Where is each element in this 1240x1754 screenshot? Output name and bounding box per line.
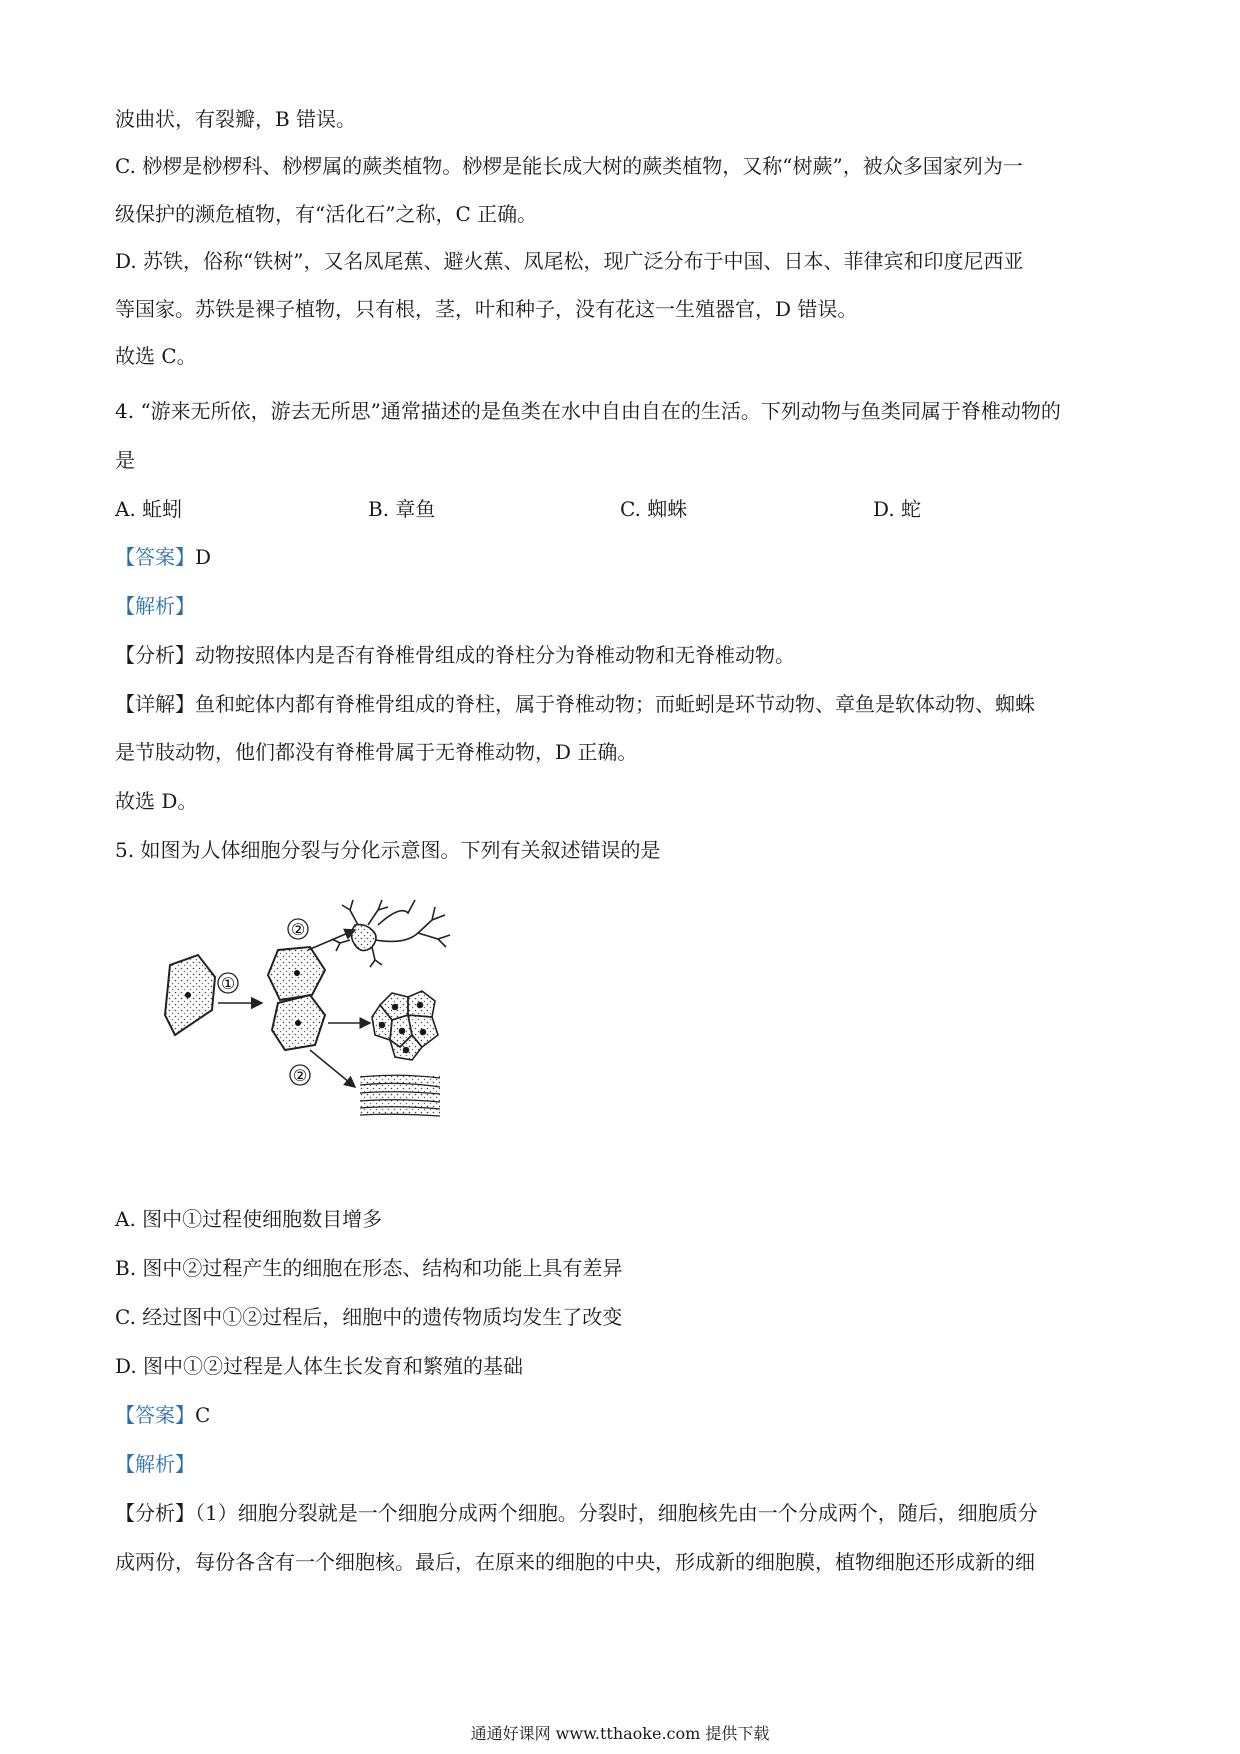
page-footer: 通通好课网 www.tthaoke.com 提供下载: [470, 1724, 770, 1743]
q3-conclusion: 故选 C。: [115, 344, 197, 368]
answer-value: D: [195, 545, 212, 569]
analysis-tag: 【解析】: [115, 594, 195, 618]
fenxi-text: 动物按照体内是否有脊椎骨组成的脊柱分为脊椎动物和无脊椎动物。: [195, 643, 795, 667]
nerve-cell: [332, 900, 450, 967]
q5-option-b: B. 图中②过程产生的细胞在形态、结构和功能上具有差异: [115, 1256, 623, 1280]
fenxi-text: （1）细胞分裂就是一个细胞分成两个细胞。分裂时，细胞核先由一个分成两个，随后，细胞质分: [195, 1501, 1038, 1525]
original-cell: [165, 955, 215, 1035]
q5-option-c: C. 经过图中①②过程后，细胞中的遗传物质均发生了改变: [115, 1305, 623, 1329]
process-2-label-upper: ②: [290, 920, 306, 939]
q4-xiangjie-line1: [115, 690, 1135, 718]
fenxi-tag: 【分析】: [115, 1501, 195, 1525]
process-2-label-lower: ②: [292, 1066, 308, 1085]
q4-fenxi: [115, 641, 1135, 669]
q5-fenxi-line1: [115, 1499, 1135, 1527]
q5-fenxi-line2: 成两份，每份各含有一个细胞核。最后，在原来的细胞的中央，形成新的细胞膜，植物细胞还形成新的细: [115, 1550, 1035, 1574]
q4-option-b: B. 章鱼: [368, 497, 436, 521]
q5-stem: 5. 如图为人体细胞分裂与分化示意图。下列有关叙述错误的是: [115, 838, 661, 862]
q5-option-a: A. 图中①过程使细胞数目增多: [115, 1207, 383, 1231]
cell-division-differentiation-figure: [150, 895, 495, 1145]
q5-option-d: D. 图中①②过程是人体生长发育和繁殖的基础: [115, 1354, 524, 1378]
q4-option-a: A. 蚯蚓: [115, 497, 183, 521]
process-2-arrow-lower: [310, 1050, 355, 1087]
q4-conclusion: 故选 D。: [115, 789, 198, 813]
answer-value: C: [195, 1403, 211, 1427]
q3-option-d-explanation-line2: 等国家。苏铁是裸子植物，只有根，茎，叶和种子，没有花这一生殖器官，D 错误。: [115, 297, 858, 321]
xiangjie-tag: 【详解】: [115, 692, 195, 716]
q4-xiangjie-line2: 是节肢动物，他们都没有脊椎骨属于无脊椎动物，D 正确。: [115, 740, 638, 764]
q3-option-d-explanation-line1: D. 苏铁，俗称“铁树”，又名凤尾蕉、避火蕉、凤尾松，现广泛分布于中国、日本、菲律宾和印度尼西亚: [115, 249, 1024, 273]
answer-tag: 【答案】: [115, 545, 195, 569]
q4-option-d: D. 蛇: [873, 497, 922, 521]
q4-answer: [115, 543, 1135, 571]
analysis-tag: 【解析】: [115, 1452, 195, 1476]
q4-stem-line2: 是: [115, 448, 135, 472]
answer-tag: 【答案】: [115, 1403, 195, 1427]
q3-option-c-explanation-line1: C. 桫椤是桫椤科、桫椤属的蕨类植物。桫椤是能长成大树的蕨类植物，又称“树蕨”，被众多国家列为一: [115, 154, 1023, 178]
q3-option-c-explanation-line2: 级保护的濒危植物，有“活化石”之称，C 正确。: [115, 202, 538, 226]
fenxi-tag: 【分析】: [115, 643, 195, 667]
q4-option-c: C. 蜘蛛: [620, 497, 688, 521]
q5-answer: [115, 1401, 1135, 1429]
muscle-tissue: [360, 1075, 440, 1116]
q4-stem-line1: 4. “游来无所依，游去无所思”通常描述的是鱼类在水中自由自在的生活。下列动物与鱼类同属于脊椎动物的: [115, 399, 1061, 423]
q3-continuation: 波曲状，有裂瓣，B 错误。: [115, 107, 357, 131]
epithelial-tissue: [372, 991, 438, 1060]
process-1-label: ①: [220, 974, 236, 993]
xiangjie-text: 鱼和蛇体内都有脊椎骨组成的脊柱，属于脊椎动物；而蚯蚓是环节动物、章鱼是软体动物、蜘蛛: [195, 692, 1035, 716]
q5-analysis-heading: [115, 1450, 1135, 1478]
q4-analysis-heading: [115, 592, 1135, 620]
divided-cells: [268, 947, 325, 1050]
